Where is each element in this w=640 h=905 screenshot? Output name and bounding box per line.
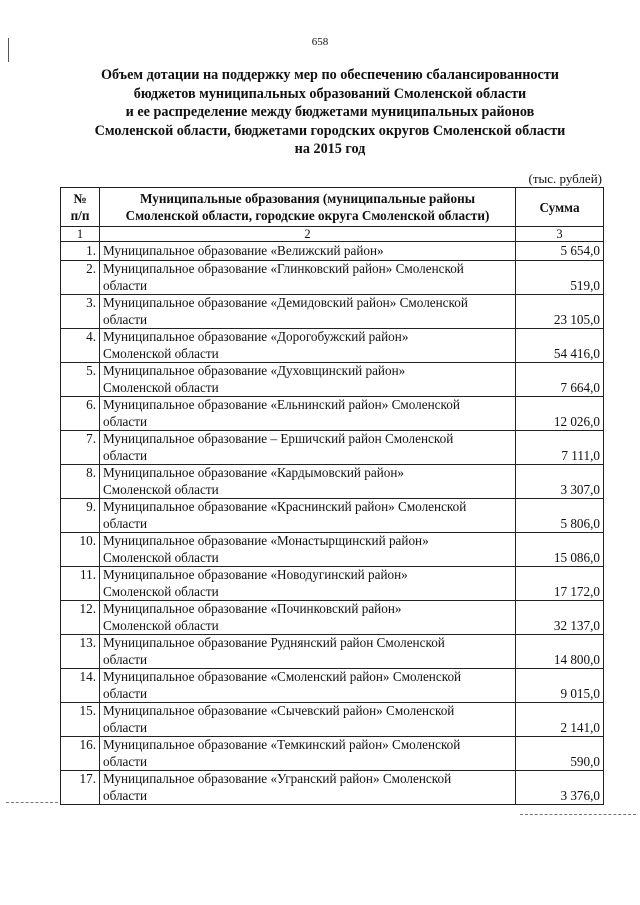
municipality-name-line: Муниципальное образование Руднянский район Смоленской — [103, 635, 445, 650]
column-index: 1 — [61, 227, 100, 242]
municipality-name — [100, 295, 516, 329]
municipality-name — [100, 737, 516, 771]
municipality-name-line: Смоленской области — [103, 617, 219, 633]
units-label: (тыс. рублей) — [528, 171, 602, 186]
municipality-name-line: области — [103, 787, 148, 803]
table-row — [61, 533, 604, 567]
column-index: 3 — [516, 227, 604, 242]
municipality-name-line: области — [103, 413, 148, 429]
subsidy-amount: 23 105,0 — [516, 295, 604, 329]
table-row — [61, 499, 604, 533]
subsidy-amount: 7 111,0 — [516, 431, 604, 465]
header-municipality: Муниципальные образования (муниципальные районы Смоленской области, городские округа Смоленской области) — [100, 188, 516, 227]
municipality-name — [100, 669, 516, 703]
table-row — [61, 703, 604, 737]
header-number: № п/п — [61, 188, 100, 227]
municipality-name-line: Муниципальное образование «Сычевский район» Смоленской — [103, 703, 455, 718]
municipality-name — [100, 601, 516, 635]
table-row — [61, 601, 604, 635]
subsidy-amount: 15 086,0 — [516, 533, 604, 567]
municipality-name-line: области — [103, 685, 148, 701]
row-number: 11. — [61, 567, 100, 601]
municipality-name-line: Муниципальное образование «Ельнинский район» Смоленской — [103, 397, 460, 412]
title-line: бюджетов муниципальных образований Смоленской области — [133, 85, 527, 102]
table-row — [61, 465, 604, 499]
subsidy-amount: 9 015,0 — [516, 669, 604, 703]
subsidy-amount: 17 172,0 — [516, 567, 604, 601]
title-line: Объем дотации на поддержку мер по обеспечению сбалансированности — [101, 67, 559, 83]
municipality-name-line: Муниципальное образование «Дорогобужский район» — [103, 329, 409, 344]
page-number: 658 — [311, 36, 329, 48]
municipality-name — [100, 499, 516, 533]
municipality-name — [100, 261, 516, 295]
table-row — [61, 567, 604, 601]
municipality-name-line: Муниципальное образование «Монастырщинский район» — [103, 533, 429, 548]
municipality-name-line: Муниципальное образование «Угранский район» Смоленской — [103, 771, 452, 786]
subsidy-amount: 5 806,0 — [516, 499, 604, 533]
table-row — [61, 669, 604, 703]
municipality-name-line: Муниципальное образование «Починковский район» — [103, 601, 402, 616]
table-header-row — [61, 188, 604, 227]
row-number: 17. — [61, 771, 100, 805]
municipality-name — [100, 771, 516, 805]
municipality-name — [100, 567, 516, 601]
subsidy-amount: 590,0 — [516, 737, 604, 771]
municipality-name-line: области — [103, 311, 148, 327]
column-index-row — [61, 227, 604, 242]
municipality-name-line: Муниципальное образование «Велижский район» — [103, 243, 384, 258]
municipality-name-line: области — [103, 447, 148, 463]
subsidy-amount: 12 026,0 — [516, 397, 604, 431]
row-number: 1. — [61, 242, 100, 261]
municipality-name-line: Смоленской области — [103, 549, 219, 565]
municipality-name — [100, 465, 516, 499]
subsidy-amount: 32 137,0 — [516, 601, 604, 635]
subsidy-amount: 3 376,0 — [516, 771, 604, 805]
municipality-name — [100, 533, 516, 567]
subsidy-amount: 5 654,0 — [516, 242, 604, 261]
municipality-name-line: Муниципальное образование «Темкинский район» Смоленской — [103, 737, 461, 752]
row-number: 5. — [61, 363, 100, 397]
municipality-name — [100, 431, 516, 465]
subsidy-amount: 14 800,0 — [516, 635, 604, 669]
subsidy-amount: 519,0 — [516, 261, 604, 295]
subsidy-table — [60, 187, 604, 805]
subsidy-amount: 54 416,0 — [516, 329, 604, 363]
municipality-name-line: Смоленской области — [103, 583, 219, 599]
table-row — [61, 329, 604, 363]
municipality-name-line: Муниципальное образование «Демидовский район» Смоленской — [103, 295, 468, 310]
municipality-name-line: Муниципальное образование «Новодугинский район» — [103, 567, 408, 582]
row-number: 7. — [61, 431, 100, 465]
municipality-name-line: Муниципальное образование «Смоленский район» Смоленской — [103, 669, 462, 684]
scan-dash-right — [520, 814, 636, 815]
municipality-name-line: области — [103, 719, 148, 735]
municipality-name-line: области — [103, 277, 148, 293]
subsidy-amount: 2 141,0 — [516, 703, 604, 737]
row-number: 15. — [61, 703, 100, 737]
municipality-name — [100, 703, 516, 737]
row-number: 4. — [61, 329, 100, 363]
municipality-name — [100, 363, 516, 397]
municipality-name — [100, 397, 516, 431]
row-number: 16. — [61, 737, 100, 771]
row-number: 2. — [61, 261, 100, 295]
row-number: 10. — [61, 533, 100, 567]
municipality-name-line: Муниципальное образование «Глинковский район» Смоленской — [103, 261, 464, 276]
table-row — [61, 363, 604, 397]
row-number: 8. — [61, 465, 100, 499]
title-line: и ее распределение между бюджетами муниципальных районов — [125, 104, 535, 120]
table-row — [61, 295, 604, 329]
row-number: 9. — [61, 499, 100, 533]
municipality-name-line: области — [103, 651, 148, 667]
row-number: 3. — [61, 295, 100, 329]
municipality-name-line: Муниципальное образование – Ершичский район Смоленской — [103, 431, 454, 446]
row-number: 13. — [61, 635, 100, 669]
municipality-name-line: Смоленской области — [103, 345, 219, 361]
municipality-name-line: Смоленской области — [103, 481, 219, 497]
row-number: 12. — [61, 601, 100, 635]
table-row — [61, 737, 604, 771]
row-number: 14. — [61, 669, 100, 703]
municipality-name-line: Смоленской области — [103, 379, 219, 395]
municipality-name — [100, 329, 516, 363]
municipality-name — [100, 635, 516, 669]
document-title — [40, 66, 620, 159]
table-row — [61, 261, 604, 295]
municipality-name-line: Муниципальное образование «Краснинский район» Смоленской — [103, 499, 467, 514]
municipality-name-line: Муниципальное образование «Кардымовский район» — [103, 465, 405, 480]
title-line: Смоленской области, бюджетами городских округов Смоленской области — [94, 122, 566, 139]
table-row — [61, 242, 604, 261]
municipality-name-line: области — [103, 515, 148, 531]
column-index: 2 — [100, 227, 516, 242]
municipality-name — [100, 242, 516, 261]
title-line: на 2015 год — [294, 141, 366, 157]
subsidy-amount: 3 307,0 — [516, 465, 604, 499]
subsidy-amount: 7 664,0 — [516, 363, 604, 397]
municipality-name-line: области — [103, 753, 148, 769]
scan-dash-left — [6, 802, 58, 803]
table-row — [61, 771, 604, 805]
table-row — [61, 635, 604, 669]
table-row — [61, 431, 604, 465]
municipality-name-line: Муниципальное образование «Духовщинский район» — [103, 363, 406, 378]
table-row — [61, 397, 604, 431]
row-number: 6. — [61, 397, 100, 431]
header-sum: Сумма — [516, 188, 604, 227]
